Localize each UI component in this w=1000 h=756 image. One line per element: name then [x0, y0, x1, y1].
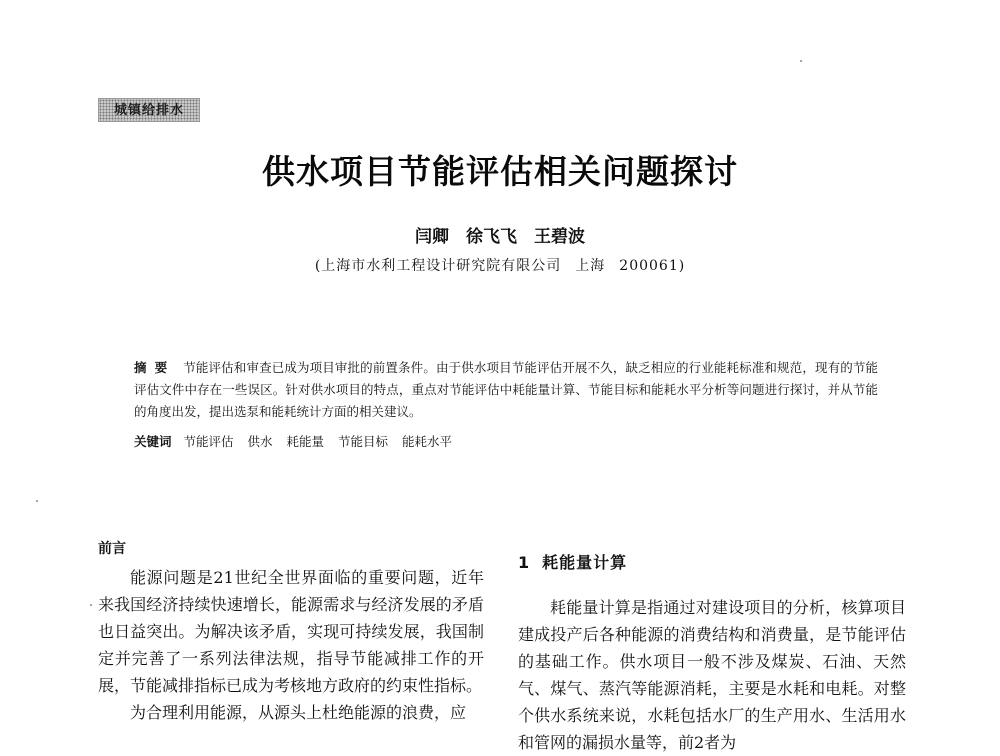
- section-number: 1: [518, 553, 531, 572]
- left-column: [98, 538, 484, 726]
- keyword-item: 耗能量: [286, 434, 325, 449]
- keywords-label: 关键词: [134, 434, 172, 449]
- body-paragraph: 为合理利用能源，从源头上杜绝能源的浪费，应: [130, 703, 467, 722]
- affiliation-postcode: 200061): [619, 258, 686, 274]
- affiliation-org: (上海市水利工程设计研究院有限公司: [314, 258, 562, 274]
- right-column: [518, 548, 906, 756]
- abstract-label: 摘要: [134, 360, 176, 375]
- abstract-text: 节能评估和审查已成为项目审批的前置条件。由于供水项目节能评估开展不久，缺乏相应的行业能耗标准和规范，现有的节能评估文件中存在一些误区。针对供水项目的特点，重点对节能评估中耗能量计算、节能目标和能耗水平分析等问题进行探讨，并从节能的角度出发，提出选泵和能耗统计方面的相关建议。: [134, 360, 878, 419]
- section-heading: [518, 548, 906, 578]
- keyword-item: 供水: [247, 434, 273, 449]
- article-title: 供水项目节能评估相关问题探讨: [262, 152, 738, 191]
- scan-speck: [800, 60, 802, 62]
- article-authors: 闫卿 徐飞飞 王碧波: [415, 227, 585, 247]
- section-title: 耗能量计算: [542, 553, 628, 572]
- body-paragraph: 耗能量计算是指通过对建设项目的分析，核算项目建成投产后各种能源的消费结构和消费量，是节能评估的基础工作。供水项目一般不涉及煤炭、石油、天然气、煤气、蒸汽等能源消耗，主要是水耗和电耗。对整个供水系统来说，水耗包括水厂的生产用水、生活用水和管网的漏损水量等，前2者为: [518, 598, 906, 752]
- preface-heading: 前言: [98, 541, 126, 557]
- scan-speck: [90, 604, 92, 606]
- abstract-block: [134, 357, 878, 423]
- section-tag: 城镇给排水: [98, 98, 200, 122]
- scan-speck: [36, 500, 38, 502]
- keyword-item: 节能目标: [338, 434, 389, 449]
- article-affiliation: [0, 255, 1000, 275]
- keyword-item: 节能评估: [183, 434, 234, 449]
- body-paragraph: 能源问题是21世纪全世界面临的重要问题，近年来我国经济持续快速增长，能源需求与经济发展的矛盾也日益突出。为解决该矛盾，实现可持续发展，我国制定并完善了一系列法律法规，指导节能减排工作的开展，节能减排指标已成为考核地方政府的约束性指标。: [98, 568, 484, 695]
- affiliation-city: 上海: [575, 258, 606, 274]
- keywords-block: [134, 431, 878, 453]
- keyword-item: 能耗水平: [402, 434, 453, 449]
